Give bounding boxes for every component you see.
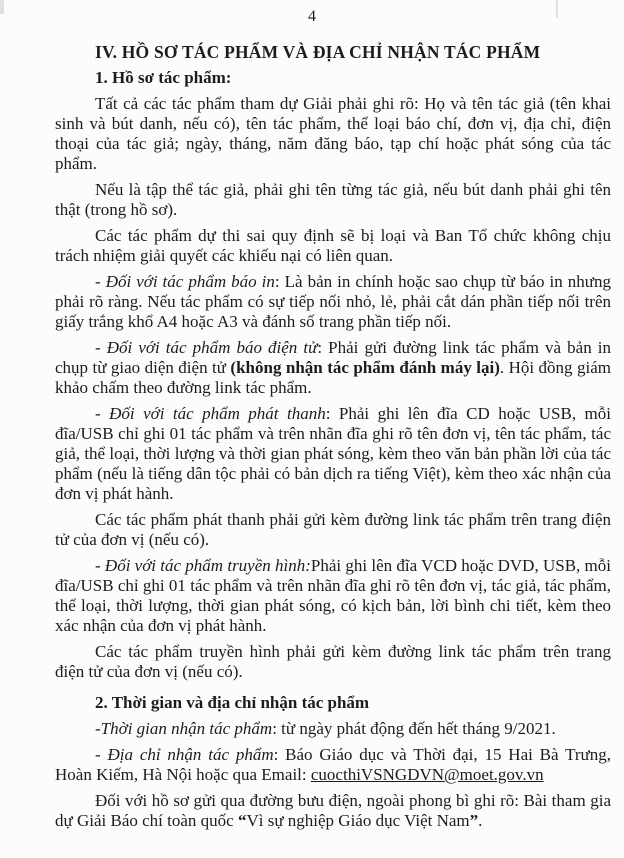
text-run: . [478, 811, 483, 830]
document-body [0, 42, 624, 831]
text-run: Đối với tác phẩm truyền hình: [104, 556, 311, 575]
text-run: : từ ngày phát động đến hết tháng 9/2021. [272, 719, 556, 738]
text-run: Đối với tác phẩm phát thanh [109, 404, 326, 423]
text-run: Tất cả các tác phẩm tham dự Giải phải ghi rõ: Họ và tên tác giả (tên khai sinh và bút danh, nếu có), tên tác phẩm, thể loại báo chí, đơn vị, địa chỉ, điện thoại của tác giả; ngày, tháng, năm đăng báo, tạp chí hoặc phát sóng của tác phẩm. [55, 94, 611, 173]
para-postal-envelope [55, 791, 611, 831]
text-run: : Phải gửi đường link tác phẩm và bản in chụp từ giao diện điện tử [55, 338, 611, 377]
para-radio-link [55, 510, 611, 550]
text-run: -Thời gian nhận tác phẩm [95, 719, 273, 738]
para-required-info [55, 94, 611, 174]
text-run: Vì sự nghiệp Giáo dục Việt Nam [246, 811, 470, 830]
text-run: ” [469, 811, 479, 830]
document-title: IV. HỒ SƠ TÁC PHẨM VÀ ĐỊA CHỈ NHẬN TÁC PHẨM [95, 42, 541, 62]
para-print-works [55, 272, 611, 332]
text-run: - [95, 272, 106, 291]
para-tv-works [55, 556, 611, 636]
text-run: Các tác phẩm phát thanh phải gửi kèm đường link tác phẩm trên trang điện tử của đơn vị (nếu có). [55, 510, 611, 549]
text-run: (không nhận tác phẩm đánh máy lại) [230, 358, 500, 377]
page-number: 4 [308, 8, 316, 25]
para-submission-address [55, 745, 611, 785]
text-run: - [95, 404, 110, 423]
section-2-heading [55, 693, 611, 713]
text-run: Nếu là tập thể tác giả, phải ghi tên từng tác giả, nếu bút danh phải ghi tên thật (trong hồ sơ). [55, 180, 611, 219]
para-online-works [55, 338, 611, 398]
text-run: Đối với tác phẩm báo điện tử [106, 338, 318, 357]
text-run: : Báo Giáo dục và Thời đại, 15 Hai Bà Trưng, Hoàn Kiếm, Hà Nội hoặc qua Email: [55, 745, 611, 784]
text-run: - [95, 338, 107, 357]
email-address: cuocthiVSNGDVN@moet.gov.vn [310, 765, 544, 784]
para-radio-works [55, 404, 611, 504]
para-submission-time [55, 719, 611, 739]
text-run: : Phải ghi lên đĩa CD hoặc USB, mỗi đĩa/USB chỉ ghi 01 tác phẩm và trên nhãn đĩa ghi rõ tên đơn vị, tên tác phẩm, tác giả, thể loại, thời lượng và thời gian phát sóng, kèm theo văn bản phần lời của tác phẩm (nếu là tiếng dân tộc phải có bản dịch ra tiếng Việt), kèm theo xác nhận của đơn vị phát hành. [55, 404, 611, 503]
text-run: 1. Hồ sơ tác phẩm: [95, 68, 232, 87]
section-1-heading [55, 68, 611, 88]
text-run: 2. Thời gian và địa chỉ nhận tác phẩm [95, 693, 370, 712]
para-group-authors [55, 180, 611, 220]
text-run: - [95, 745, 108, 764]
text-run: : Là bản in chính hoặc sao chụp từ báo in nhưng phải rõ ràng. Nếu tác phẩm có sự tiếp nối nhỏ, lẻ, phải cắt dán phần tiếp nối trên giấy trắng khổ A4 hoặc A3 và đánh số trang phần tiếp nối. [55, 272, 611, 331]
text-run: Các tác phẩm truyền hình phải gửi kèm đường link tác phẩm trên trang điện tử của đơn vị (nếu có). [55, 642, 611, 681]
text-run: Các tác phẩm dự thi sai quy định sẽ bị loại và Ban Tổ chức không chịu trách nhiệm giải quyết các khiếu nại có liên quan. [55, 226, 611, 265]
text-run: . Hội đồng giám khảo chấm theo đường link tác phẩm. [55, 358, 611, 397]
text-run: “ [237, 811, 247, 830]
text-run: Đối với hồ sơ gửi qua đường bưu điện, ngoài phong bì ghi rõ: Bài tham gia dự Giải Báo chí toàn quốc [55, 791, 611, 830]
para-disqualification [55, 226, 611, 266]
text-run: Đối với tác phẩm báo in [105, 272, 275, 291]
text-run: Địa chỉ nhận tác phẩm [107, 745, 274, 764]
text-run: - [95, 556, 105, 575]
para-tv-link [55, 642, 611, 682]
text-run: Phải ghi lên đĩa VCD hoặc DVD, USB, mỗi đĩa/USB chỉ ghi 01 tác phẩm và trên nhãn đĩa ghi rõ tên đơn vị, tác giả, tác phẩm, thể loại, thời lượng, thời gian phát sóng, có kịch bản, lời bình chi tiết, kèm theo xác nhận của đơn vị phát hành. [55, 556, 611, 635]
